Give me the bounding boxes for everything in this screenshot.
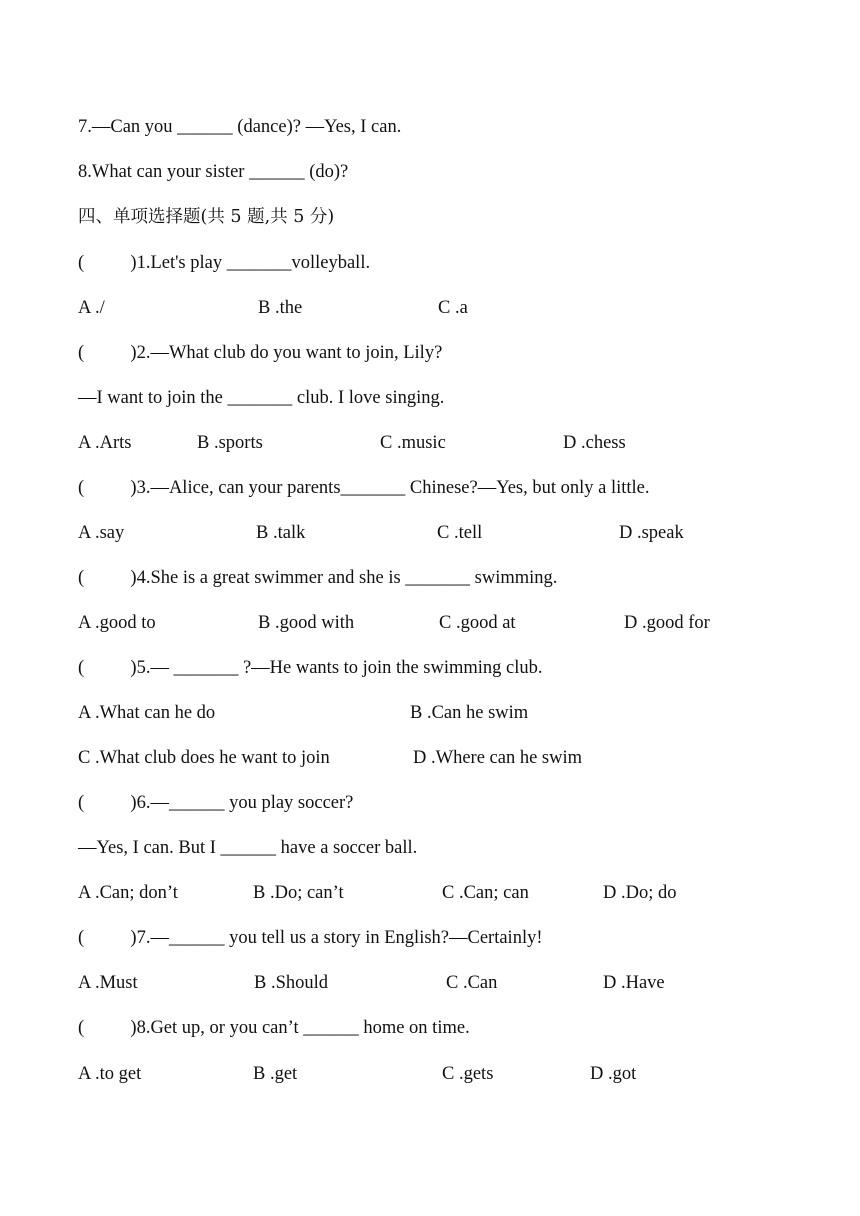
question-3-option-c: C .tell (437, 523, 483, 543)
question-3-option-d: D .speak (619, 523, 684, 543)
section-heading: 四、单项选择题(共 5 题,共 5 分) (78, 207, 335, 227)
question-8-stem: ( )8.Get up, or you can’t ______ home on time. (78, 1018, 470, 1038)
question-5-stem: ( )5.— _______ ?—He wants to join the swimming club. (78, 658, 543, 678)
question-6-stem: ( )6.—______ you play soccer? (78, 793, 354, 813)
question-2-stem-line-2: —I want to join the _______ club. I love singing. (78, 388, 445, 408)
question-7-option-d: D .Have (603, 973, 665, 993)
question-8-option-b: B .get (253, 1064, 298, 1084)
question-7-option-c: C .Can (446, 973, 498, 993)
question-6-stem-line-2: —Yes, I can. But I ______ have a soccer ball. (78, 838, 418, 858)
question-4-option-b: B .good with (258, 613, 355, 633)
fill-in-question-8: 8.What can your sister ______ (do)? (78, 162, 349, 182)
question-7-option-b: B .Should (254, 973, 329, 993)
question-8-option-c: C .gets (442, 1064, 494, 1084)
question-2-option-a: A .Arts (78, 433, 132, 453)
question-3-option-b: B .talk (256, 523, 306, 543)
question-1-option-a: A ./ (78, 298, 105, 318)
question-1-option-b: B .the (258, 298, 303, 318)
question-3-option-a: A .say (78, 523, 125, 543)
question-5-option-b: B .Can he swim (410, 703, 529, 723)
question-5-option-a: A .What can he do (78, 703, 216, 723)
question-2-stem: ( )2.—What club do you want to join, Lily? (78, 343, 443, 363)
question-4-option-d: D .good for (624, 613, 710, 633)
fill-in-question-7: 7.—Can you ______ (dance)? —Yes, I can. (78, 117, 402, 137)
question-4-stem: ( )4.She is a great swimmer and she is _______ swimming. (78, 568, 558, 588)
question-6-option-b: B .Do; can’t (253, 883, 344, 903)
question-2-option-b: B .sports (197, 433, 263, 453)
question-6-option-c: C .Can; can (442, 883, 529, 903)
question-2-option-c: C .music (380, 433, 446, 453)
question-2-option-d: D .chess (563, 433, 626, 453)
question-8-option-a: A .to get (78, 1064, 142, 1084)
question-1-option-c: C .a (438, 298, 468, 318)
question-5-option-c: C .What club does he want to join (78, 748, 330, 768)
question-7-stem: ( )7.—______ you tell us a story in English?—Certainly! (78, 928, 543, 948)
question-7-option-a: A .Must (78, 973, 138, 993)
question-8-option-d: D .got (590, 1064, 637, 1084)
question-6-option-a: A .Can; don’t (78, 883, 178, 903)
question-6-option-d: D .Do; do (603, 883, 677, 903)
question-5-option-d: D .Where can he swim (413, 748, 583, 768)
question-4-option-a: A .good to (78, 613, 156, 633)
question-4-option-c: C .good at (439, 613, 516, 633)
question-1-stem: ( )1.Let's play _______volleyball. (78, 253, 371, 273)
question-3-stem: ( )3.—Alice, can your parents_______ Chinese?—Yes, but only a little. (78, 478, 650, 498)
